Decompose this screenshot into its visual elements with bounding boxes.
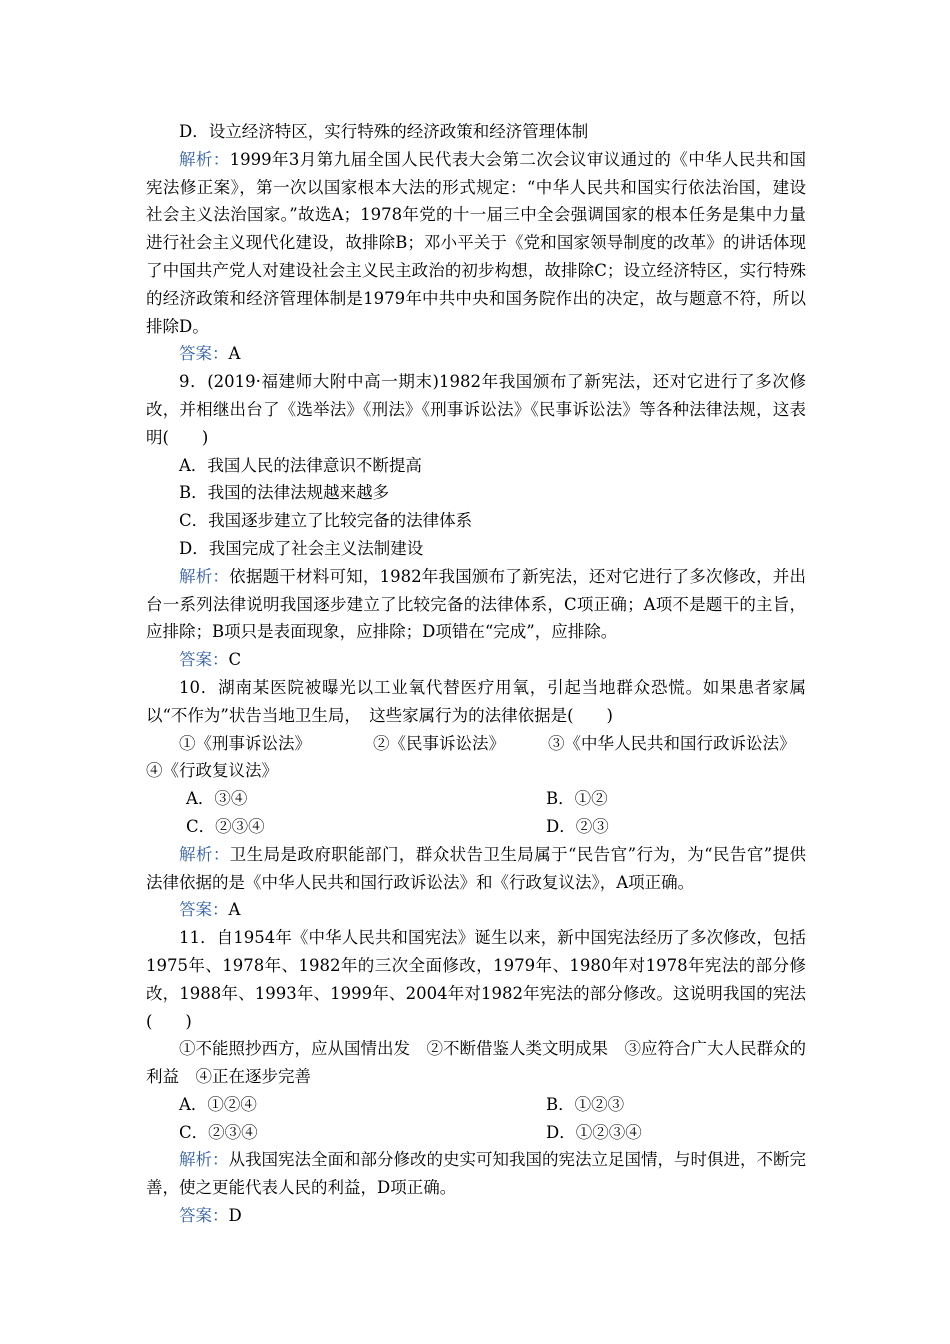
- q8-analysis: [146, 146, 806, 341]
- document-page: [146, 118, 806, 1230]
- q11-stem: 11．自1954年《中华人民共和国宪法》诞生以来，新中国宪法经历了多次修改，包括1975年、1978年、1982年的三次全面修改，1979年、1980年对1978年宪法的部分修改，1988年、1993年、1999年、2004年对1982年宪法的部分修改。这说明我国的宪法( ): [146, 928, 806, 1031]
- q9-analysis-label: 解析：: [179, 566, 230, 586]
- q10-item-4: ④《行政复议法》: [146, 761, 278, 781]
- q10-option-a: A．③④: [186, 789, 248, 809]
- q8-answer: [146, 340, 806, 368]
- q8-analysis-text: 1999年3月第九届全国人民代表大会第二次会议审议通过的《中华人民共和国宪法修正案》，第一次以国家根本大法的形式规定：“中华人民共和国实行依法治国，建设社会主义法治国家。”故选A；1978年党的十一届三中全会强调国家的根本任务是集中力量进行社会主义现代化建设，故排除B；邓小平关于《党和国家领导制度的改革》的讲话体现了中国共产党人对建设社会主义民主政治的初步构想，故排除C；设立经济特区，实行特殊的经济政策和经济管理体制是1979年中共中央和国务院作出的决定，故与题意不符，所以排除D。: [146, 149, 807, 336]
- q11-answer-value: D: [228, 1206, 242, 1226]
- q8-answer-label: 答案：: [179, 344, 229, 364]
- q10-analysis-text: 卫生局是政府职能部门，群众状告卫生局属于“民告官”行为，为“民告官”提供法律依据的是《中华人民共和国行政诉讼法》和《行政复议法》，A项正确。: [146, 844, 806, 892]
- q8-option-d: D．设立经济特区，实行特殊的经济政策和经济管理体制: [179, 122, 589, 141]
- q8-answer-value: A: [228, 344, 241, 364]
- q10-answer-value: A: [228, 900, 241, 920]
- q11-answer-label: 答案：: [179, 1206, 229, 1226]
- q10-option-d: D．②③: [546, 816, 609, 836]
- q10-option-c: C．②③④: [186, 816, 265, 836]
- q9-answer-label: 答案：: [179, 650, 229, 670]
- q9-option-c: C．我国逐步建立了比较完备的法律体系: [179, 511, 473, 531]
- q9-option-a: A．我国人民的法律意识不断提高: [179, 455, 422, 475]
- q9-answer: [146, 646, 806, 674]
- q10-stem: 10．湖南某医院被曝光以工业氧代替医疗用氧，引起当地群众恐慌。如果患者家属以“不作为”状告当地卫生局， 这些家属行为的法律依据是( ): [146, 677, 806, 725]
- q10-item-3: ③《中华人民共和国行政诉讼法》: [548, 733, 796, 753]
- q9-stem: 9．(2019·福建师大附中高一期末)1982年我国颁布了新宪法，还对它进行了多次修改，并相继出台了《选举法》《刑法》《刑事诉讼法》《民事诉讼法》等各种法律法规，这表明( ): [146, 372, 806, 447]
- q10-answer-label: 答案：: [179, 900, 229, 920]
- q10-options-row-2: [146, 813, 806, 841]
- q10-analysis: [146, 841, 806, 897]
- q10-item-2: ②《民事诉讼法》: [373, 733, 505, 753]
- q11-analysis-label: 解析：: [179, 1150, 229, 1170]
- q9-analysis-text: 依据题干材料可知，1982年我国颁布了新宪法，还对它进行了多次修改，并出台一系列法律说明我国逐步建立了比较完备的法律体系，C项正确；A项不是题干的主旨，应排除；B项只是表面现象，应排除；D项错在“完成”，应排除。: [146, 566, 807, 642]
- q11-option-a: A．①②④: [179, 1094, 257, 1114]
- q10-options-row-1: [146, 785, 806, 813]
- q8-analysis-label: 解析：: [179, 149, 230, 169]
- q9-analysis: [146, 563, 806, 646]
- q9-option-d: D．我国完成了社会主义法制建设: [179, 538, 424, 558]
- q10-option-b: B．①②: [546, 789, 608, 809]
- q11-analysis: [146, 1146, 806, 1202]
- q9-option-b: B．我国的法律法规越来越多: [179, 483, 390, 503]
- q11-analysis-text: 从我国宪法全面和部分修改的史实可知我国的宪法立足国情，与时俱进，不断完善，使之更能代表人民的利益，D项正确。: [146, 1150, 806, 1198]
- q11-option-c: C．②③④: [179, 1122, 258, 1142]
- q11-answer: [146, 1202, 806, 1230]
- q10-item-1: ①《刑事诉讼法》: [179, 733, 311, 753]
- q10-answer: [146, 896, 806, 924]
- q11-option-d: D．①②③④: [546, 1122, 642, 1142]
- q10-analysis-label: 解析：: [179, 844, 230, 864]
- q11-option-b: B．①②③: [546, 1094, 625, 1114]
- q11-items: ①不能照抄西方，应从国情出发 ②不断借鉴人类文明成果 ③应符合广大人民群众的利益 ④正在逐步完善: [146, 1039, 806, 1087]
- q11-options-row-2: [146, 1119, 806, 1147]
- q9-answer-value: C: [228, 650, 242, 670]
- q10-items-row: [146, 730, 806, 758]
- q11-options-row-1: [146, 1091, 806, 1119]
